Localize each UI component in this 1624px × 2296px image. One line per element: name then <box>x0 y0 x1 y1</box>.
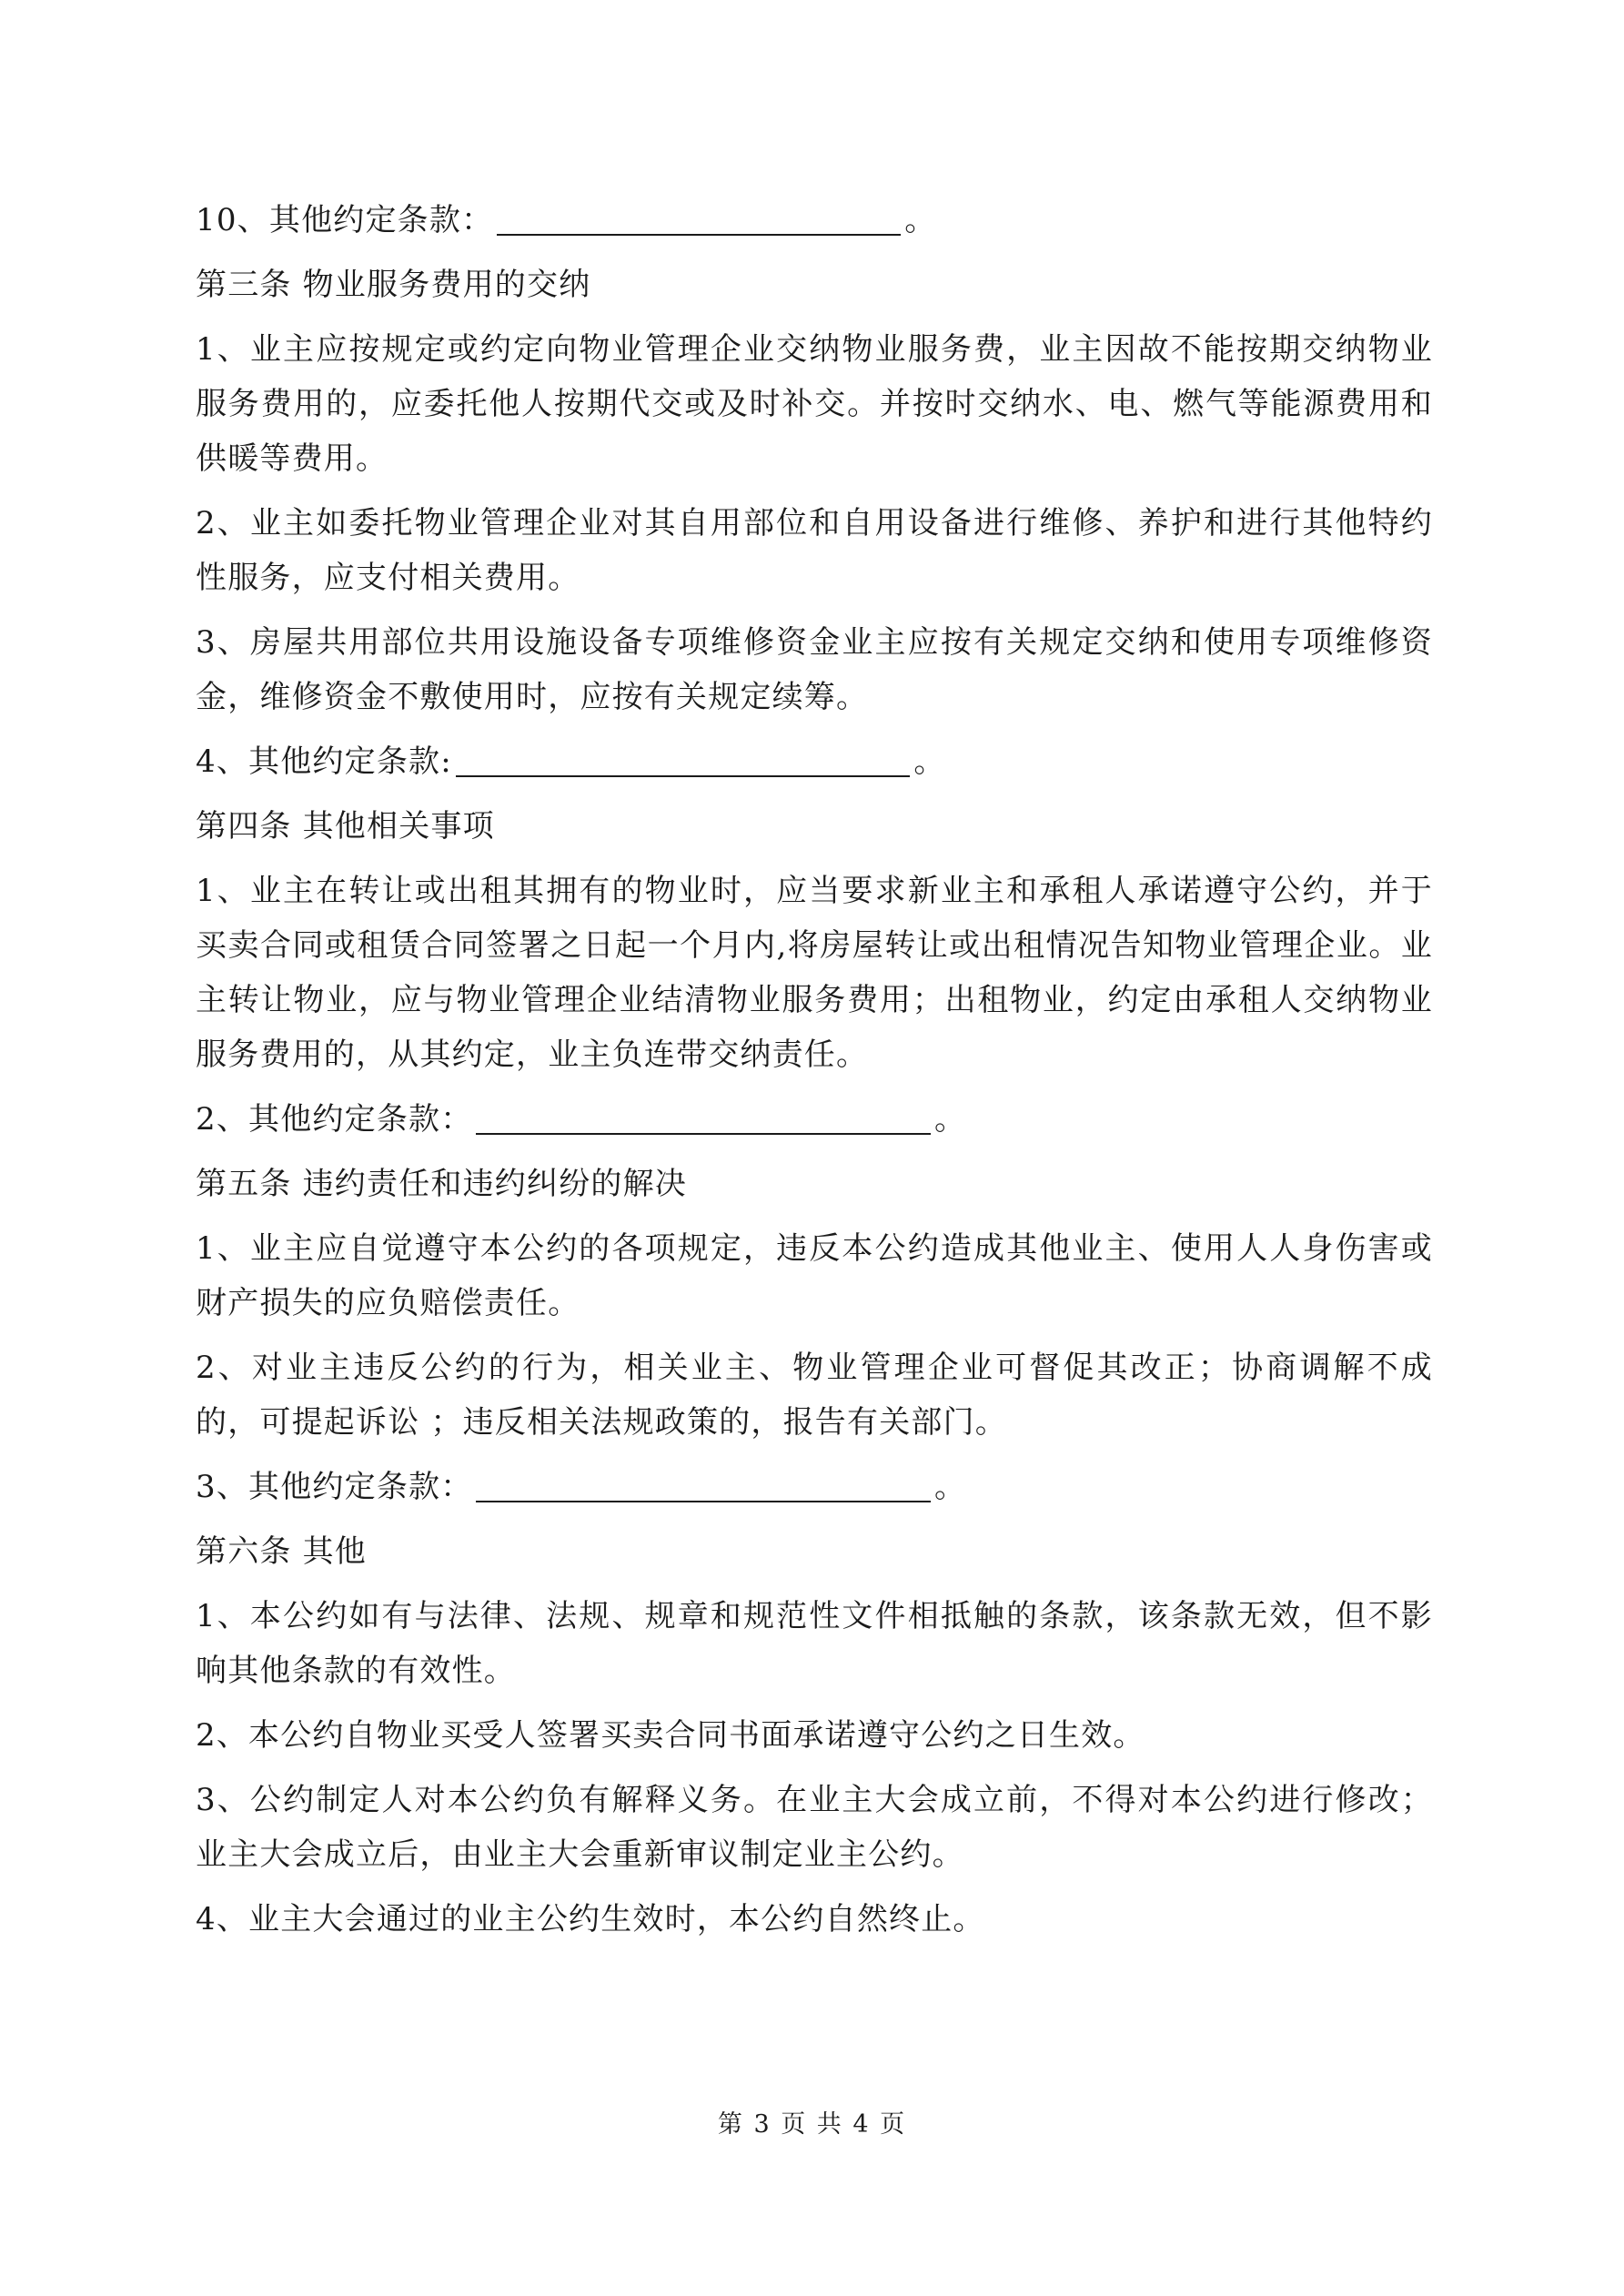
article-3-item-1: 1、业主应按规定或约定向物业管理企业交纳物业服务费，业主因故不能按期交纳物业服务费用的，应委托他人按期代交或及时补交。并按时交纳水、电、燃气等能源费用和供暖等费用。 <box>196 331 1433 477</box>
article-5-item-2: 2、对业主违反公约的行为，相关业主、物业管理企业可督促其改正；协商调解不成的，可提起诉讼 ；违反相关法规政策的，报告有关部门。 <box>196 1350 1433 1441</box>
article-5-item-1: 1、业主应自觉遵守本公约的各项规定，违反本公约造成其他业主、使用人人身伤害或财产损失的应负赔偿责任。 <box>196 1230 1433 1321</box>
article-6-item-3: 3、公约制定人对本公约负有解释义务。在业主大会成立前，不得对本公约进行修改；业主大会成立后，由业主大会重新审议制定业主公约。 <box>196 1782 1433 1873</box>
article-4-heading: 第四条 其他相关事项 <box>196 808 495 845</box>
article-3-heading: 第三条 物业服务费用的交纳 <box>196 267 591 303</box>
document-body <box>196 193 1433 1957</box>
article-3-item-4: 4、其他约定条款: 。 <box>196 743 946 780</box>
article-3-item-3: 3、房屋共用部位共用设施设备专项维修资金业主应按有关规定交纳和使用专项维修资金，维修资金不敷使用时，应按有关规定续筹。 <box>196 624 1433 715</box>
fill-in-blank[interactable] <box>497 203 901 236</box>
fill-in-blank[interactable] <box>456 744 911 777</box>
fill-in-blank[interactable] <box>476 1102 931 1135</box>
article-3-item-2: 2、业主如委托物业管理企业对其自用部位和自用设备进行维修、养护和进行其他特约性服务，应支付相关费用。 <box>196 505 1433 596</box>
article-6-heading: 第六条 其他 <box>196 1533 368 1570</box>
article-6-item-1: 1、本公约如有与法律、法规、规章和规范性文件相抵触的条款，该条款无效，但不影响其他条款的有效性。 <box>196 1598 1433 1689</box>
fill-in-blank[interactable] <box>476 1470 931 1502</box>
article-4-item-1: 1、业主在转让或出租其拥有的物业时，应当要求新业主和承租人承诺遵守公约，并于买卖合同或租赁合同签署之日起一个月内,将房屋转让或出租情况告知物业管理企业。业主转让物业，应与物业管理企业结清物业服务费用；出租物业，约定由承租人交纳物业服务费用的，从其约定，业主负连带交纳责任。 <box>196 873 1433 1073</box>
article-6-item-2: 2、本公约自物业买受人签署买卖合同书面承诺遵守公约之日生效。 <box>196 1717 1145 1754</box>
article-4-item-2: 2、其他约定条款： 。 <box>196 1101 967 1138</box>
page-footer: 第 3 页 共 4 页 <box>717 2110 907 2139</box>
article-5-heading: 第五条 违约责任和违约纠纷的解决 <box>196 1166 688 1202</box>
article-6-item-4: 4、业主大会通过的业主公约生效时，本公约自然终止。 <box>196 1901 985 1937</box>
article-5-item-3: 3、其他约定条款： 。 <box>196 1469 967 1505</box>
clause-10-other-terms: 10、其他约定条款： 。 <box>196 202 937 238</box>
